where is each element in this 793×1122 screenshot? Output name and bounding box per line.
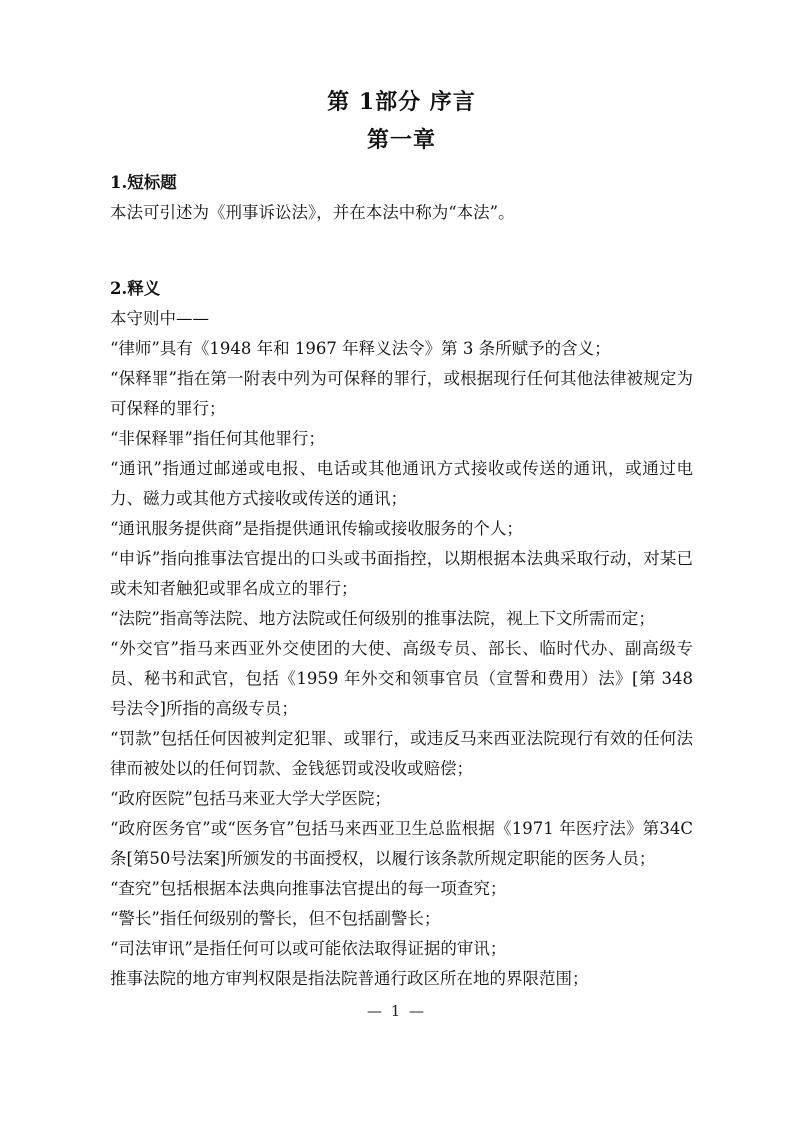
section-short-title [110,168,693,228]
section-heading: 1.短标题 [110,173,177,192]
definition-government-medical-officer: “政府医务官”或“医务官”包括马来西亚卫生总监根据《1971 年医疗法》第34C 条[第50号法案]所颁发的书面授权，以履行该条款所规定职能的医务人员； [110,819,693,868]
definition-lawyer: “律师”具有《1948 年和 1967 年释义法令》第 3 条所赋予的含义； [110,339,611,358]
paragraph-intro: 本守则中—— [110,309,209,328]
definition-fine: “罚款”包括任何因被判定犯罪、或罪行，或违反马来西亚法院现行有效的任何法律而被处以的任何罚款、金钱惩罚或没收或赔偿； [110,729,693,778]
part-title: 第 1部分 序言 [327,89,476,115]
definition-sergeant: “警长”指任何级别的警长，但不包括副警长； [110,909,441,928]
chapter-title: 第一章 [366,127,436,153]
definition-local-jurisdiction: 推事法院的地方审判权限是指法院普通行政区所在地的界限范围； [110,969,589,988]
definition-bailable-offence: “保释罪”指在第一附表中列为可保释的罪行，或根据现行任何其他法律被规定为可保释的罪行； [110,369,693,418]
section-interpretation [110,274,693,994]
definition-communication-service-provider: “通讯服务提供商”是指提供通讯传输或接收服务的个人； [110,519,523,538]
definition-inquiry: “查究”包括根据本法典向推事法官提出的每一项查究； [110,879,507,898]
definition-communication: “通讯”指通过邮递或电报、电话或其他通讯方式接收或传送的通讯，或通过电力、磁力或其他方式接收或传送的通讯； [110,459,693,508]
section-heading: 2.释义 [110,279,161,298]
definition-complaint: “申诉”指向推事法官提出的口头或书面指控，以期根据本法典采取行动，对某已或未知者触犯或罪名成立的罪行； [110,549,693,598]
definition-judicial-proceeding: “司法审讯”是指任何可以或可能依法取得证据的审讯； [110,939,507,958]
definition-government-hospital: “政府医院”包括马来亚大学大学医院； [110,789,391,808]
definition-non-bailable-offence: “非保释罪”指任何其他罪行； [110,429,325,448]
page-number: — 1 — [366,1002,427,1020]
definition-court: “法院”指高等法院、地方法院或任何级别的推事法院，视上下文所需而定； [110,609,655,628]
paragraph: 本法可引述为《刑事诉讼法》，并在本法中称为“本法”。 [110,203,515,222]
definition-diplomatic-officer: “外交官”指马来西亚外交使团的大使、高级专员、部长、临时代办、副高级专员、秘书和武官，包括《1959 年外交和领事官员（宣誓和费用）法》[第 348 号法令]所指的高级专员； [110,639,693,718]
